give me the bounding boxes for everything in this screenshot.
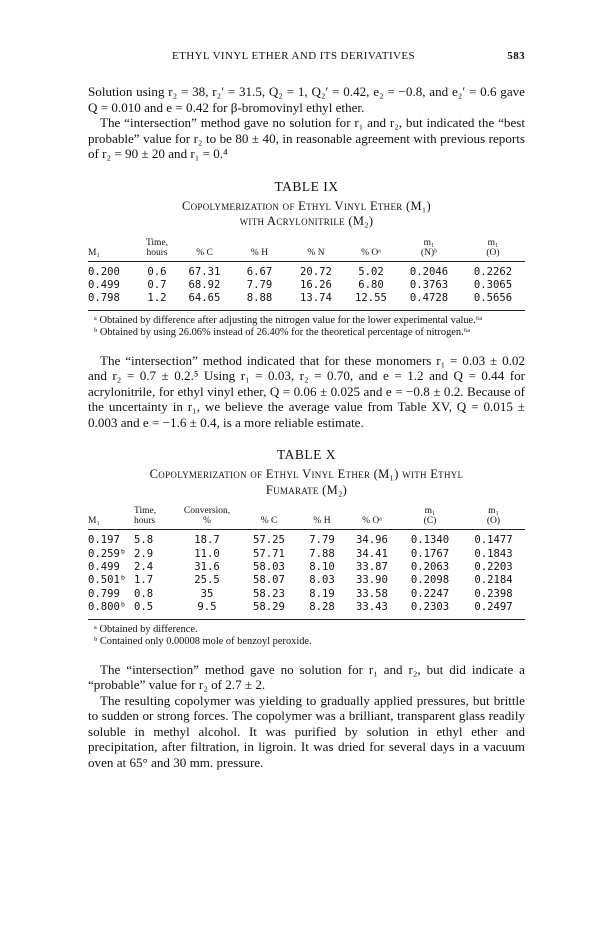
table-x-footnote-a: ᵃ Obtained by difference. bbox=[94, 623, 198, 635]
table-cell: 0.5 bbox=[134, 601, 174, 619]
table-cell: 58.03 bbox=[253, 561, 285, 574]
table-cell: 31.6 bbox=[194, 561, 220, 574]
table-cell: 33.87 bbox=[356, 561, 388, 574]
table-row bbox=[88, 279, 525, 292]
table-cell: 0.2098 bbox=[410, 574, 450, 587]
paragraph-solution: Solution using r₂ = 38, r₂′ = 31.5, Q₂ = 1, Q₂′ = 0.42, e₂ = −0.8, and e₂′ = 0.6 gave Q = 0.010 and e = 0.42 for β-bromovinyl ethyl ether. bbox=[88, 84, 525, 115]
paragraph-intersection-3: The “intersection” method gave no solution for r₁ and r₂, but did indicate a “probable” value for r₂ of 2.7 ± 2. bbox=[88, 661, 525, 693]
table-cell: 12.55 bbox=[345, 292, 397, 310]
running-header bbox=[88, 50, 525, 66]
table-x-caption-line2: Fumarate (M₂) bbox=[265, 482, 348, 497]
table-x-footnotes bbox=[88, 624, 525, 648]
table10-header-cell: % C bbox=[240, 506, 298, 530]
table-cell: 0.1843 bbox=[474, 547, 513, 560]
table-cell: 5.8 bbox=[134, 534, 154, 547]
table-cell: 8.10 bbox=[309, 561, 335, 574]
table-ix-footnote-a: ᵃ Obtained by difference after adjusting the nitrogen value for the lower experimental value.⁶ᵃ bbox=[94, 314, 483, 326]
table-cell: 25.5 bbox=[194, 574, 220, 587]
table-cell: 0.197 bbox=[88, 534, 120, 547]
table-cell: 7.88 bbox=[309, 547, 335, 560]
table-row bbox=[88, 530, 525, 548]
table-cell: 0.1477 bbox=[474, 534, 513, 547]
table-cell: 0.200 bbox=[88, 265, 120, 278]
table-row bbox=[88, 601, 525, 619]
table-ix bbox=[88, 179, 525, 339]
table10-header-cell: M₁ bbox=[88, 506, 134, 530]
table-cell: 8.03 bbox=[309, 574, 335, 587]
table10-header-cell: % Oᵃ bbox=[346, 506, 398, 530]
table-cell: 33.90 bbox=[356, 574, 388, 587]
table10-header-cell: Conversion, % bbox=[174, 506, 240, 530]
table-cell: 0.501ᵇ bbox=[88, 574, 127, 587]
table-cell: 0.8 bbox=[134, 587, 154, 600]
table-x-caption-line1: Copolymerization of Ethyl Vinyl Ether (M₁) with Ethyl bbox=[149, 467, 464, 482]
table-cell: 6.67 bbox=[246, 265, 273, 278]
table-cell: 6.80 bbox=[358, 278, 384, 291]
table-cell: 0.6 bbox=[147, 265, 167, 278]
table9-header-cell: % C bbox=[177, 238, 232, 262]
table-cell: 0.799 bbox=[88, 587, 120, 600]
table-ix-footnote-b: ᵇ Obtained by using 26.06% instead of 26.40% for the theoretical percentage of nitrogen.⁶ᵃ bbox=[94, 326, 471, 338]
table-row bbox=[88, 588, 525, 601]
table-cell: 13.74 bbox=[287, 292, 345, 310]
table-cell: 18.7 bbox=[194, 534, 220, 547]
table-ix-footnotes bbox=[88, 315, 525, 339]
table-cell: 64.65 bbox=[177, 292, 232, 310]
table-cell: 0.5656 bbox=[461, 292, 525, 310]
table-x-header-row bbox=[88, 506, 525, 530]
table-cell: 0.499 bbox=[88, 561, 120, 574]
table-cell: 0.3065 bbox=[473, 278, 513, 291]
table-cell: 34.41 bbox=[356, 547, 388, 560]
table-ix-caption-line2: with Acrylonitrile (M₂) bbox=[239, 214, 374, 228]
table-cell: 33.43 bbox=[346, 601, 398, 619]
table9-header-cell: M₁ bbox=[88, 238, 137, 262]
table-x bbox=[88, 447, 525, 647]
paragraph-copolymer-properties: The resulting copolymer was yielding to gradually applied pressures, but brittle to sudden or strong forces. The copolymer was a brilliant, transparent glass readily soluble in methyl alcohol. It was purified by solution in ethyl ether and precipitation, after filtration, in ligroin. It was dried for several days in a vacuum oven at 65° and 30 mm. pressure. bbox=[88, 692, 525, 770]
table-x-data bbox=[88, 506, 525, 619]
table-cell: 0.2063 bbox=[410, 561, 450, 574]
table-ix-data bbox=[88, 238, 525, 311]
table-cell: 0.2303 bbox=[398, 601, 462, 619]
table-cell: 8.88 bbox=[232, 292, 287, 310]
table-cell: 0.499 bbox=[88, 278, 120, 291]
table10-header-cell: % H bbox=[298, 506, 346, 530]
table-row bbox=[88, 292, 525, 310]
table-cell: 7.79 bbox=[309, 534, 335, 547]
table-cell: 20.72 bbox=[300, 265, 332, 278]
table-cell: 8.28 bbox=[298, 601, 346, 619]
journal-page bbox=[88, 50, 525, 770]
table-ix-header-row bbox=[88, 238, 525, 262]
table-cell: 7.79 bbox=[246, 278, 273, 291]
table-row bbox=[88, 548, 525, 561]
table-cell: 0.2398 bbox=[474, 587, 513, 600]
table9-header-cell: Time, hours bbox=[137, 238, 177, 262]
table-cell: 0.2184 bbox=[474, 574, 513, 587]
table-cell: 57.25 bbox=[253, 534, 285, 547]
table9-header-cell: % N bbox=[287, 238, 345, 262]
table-cell: 58.29 bbox=[240, 601, 298, 619]
table-row bbox=[88, 261, 525, 279]
table-cell: 0.800ᵇ bbox=[88, 601, 134, 619]
table9-header-cell: % H bbox=[232, 238, 287, 262]
table-cell: 11.0 bbox=[194, 547, 220, 560]
table9-header-cell: m₁ (O) bbox=[461, 238, 525, 262]
table-cell: 0.1340 bbox=[410, 534, 450, 547]
table-cell: 35 bbox=[200, 587, 214, 600]
running-title: ETHYL VINYL ETHER AND ITS DERIVATIVES bbox=[172, 50, 416, 62]
table-cell: 2.9 bbox=[134, 547, 154, 560]
table-row bbox=[88, 561, 525, 574]
table-cell: 34.96 bbox=[356, 534, 388, 547]
table-cell: 68.92 bbox=[188, 278, 221, 291]
table-cell: 57.71 bbox=[253, 547, 285, 560]
table-cell: 0.2247 bbox=[410, 587, 450, 600]
table-cell: 58.07 bbox=[253, 574, 285, 587]
table-cell: 0.798 bbox=[88, 292, 137, 310]
table10-header-cell: m₁ (C) bbox=[398, 506, 462, 530]
table-cell: 0.2262 bbox=[473, 265, 513, 278]
table-cell: 58.23 bbox=[253, 587, 285, 600]
table-cell: 16.26 bbox=[300, 278, 332, 291]
page-number: 583 bbox=[507, 50, 525, 62]
table-cell: 2.4 bbox=[134, 561, 154, 574]
table-row bbox=[88, 574, 525, 587]
table-cell: 0.4728 bbox=[397, 292, 461, 310]
table-cell: 67.31 bbox=[188, 265, 221, 278]
table-x-title: TABLE X bbox=[276, 447, 337, 463]
table-cell: 33.58 bbox=[356, 587, 388, 600]
table-x-footnote-b: ᵇ Contained only 0.00008 mole of benzoyl peroxide. bbox=[94, 635, 312, 647]
table-cell: 0.2497 bbox=[462, 601, 525, 619]
table-ix-caption-line1: Copolymerization of Ethyl Vinyl Ether (M₁) bbox=[181, 198, 432, 213]
table-cell: 0.7 bbox=[147, 278, 167, 291]
table10-header-cell: Time, hours bbox=[134, 506, 174, 530]
paragraph-intersection-2: The “intersection” method indicated that for these monomers r₁ = 0.03 ± 0.02 and r₂ = 0.7 ± 0.2.⁵ Using r₁ = 0.03, r₂ = 0.70, and e = 1.2 and Q = 0.44 for acrylonitrile, for ethyl vinyl ether, Q = 0.06 ± 0.025 and e = −0.8 ± 0.2. Because of the uncertainty in r₁, we believe the average value from Table XV, Q = 0.015 ± 0.003 and e = −1.6 ± 0.4, is a more reliable estimate. bbox=[88, 352, 525, 430]
table9-header-cell: % Oᵃ bbox=[345, 238, 397, 262]
table-cell: 0.1767 bbox=[410, 547, 450, 560]
table-cell: 0.3763 bbox=[409, 278, 449, 291]
table-cell: 8.19 bbox=[309, 587, 335, 600]
table-ix-title: TABLE IX bbox=[274, 178, 339, 194]
table-cell: 1.2 bbox=[137, 292, 177, 310]
table-cell: 1.7 bbox=[134, 574, 154, 587]
table-cell: 9.5 bbox=[174, 601, 240, 619]
table-cell: 5.02 bbox=[358, 265, 384, 278]
table-cell: 0.259ᵇ bbox=[88, 547, 127, 560]
paragraph-intersection-1: The “intersection” method gave no solution for r₁ and r₂, but indicated the “best probable” value for r₂ to be 80 ± 40, in reasonable agreement with previous reports of r₂ = 90 ± 20 and r₁ = 0.⁴ bbox=[88, 115, 525, 161]
table-cell: 0.2203 bbox=[474, 561, 513, 574]
table10-header-cell: m₁ (O) bbox=[462, 506, 525, 530]
table9-header-cell: m₁ (N)ᵇ bbox=[397, 238, 461, 262]
table-cell: 0.2046 bbox=[409, 265, 449, 278]
